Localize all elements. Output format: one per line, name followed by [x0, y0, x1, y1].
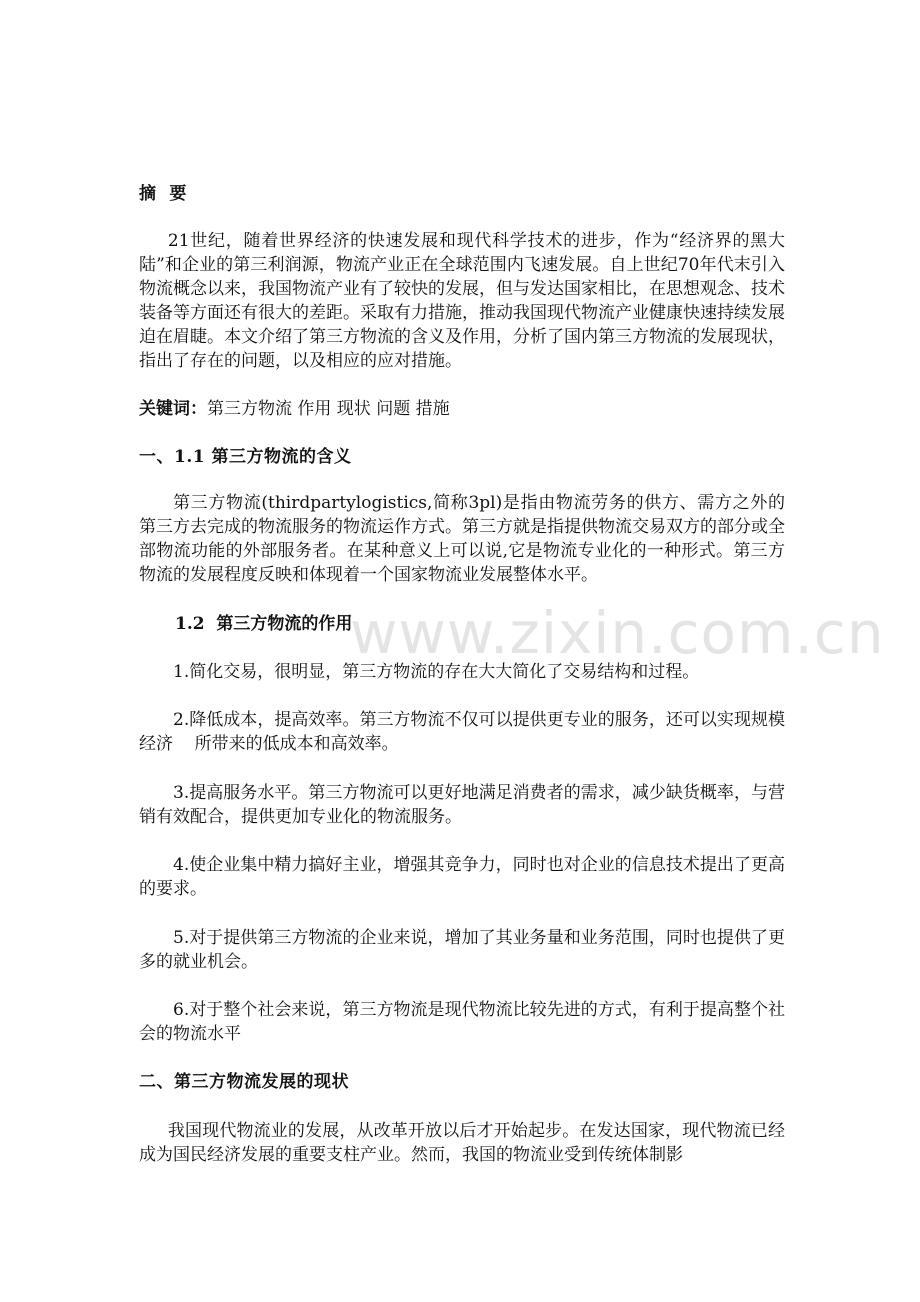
function-item-block [139, 853, 785, 901]
section1-heading: 一、1.1 第三方物流的含义 [139, 447, 352, 467]
section2-paragraph-block [139, 1119, 785, 1167]
keywords-label: 关键词： [139, 399, 207, 419]
section2-heading: 二、第三方物流发展的现状 [139, 1072, 349, 1092]
section2-text: 我国现代物流业的发展，从改革开放以后才开始起步。在发达国家，现代物流已经成为国民经济发展的重要支柱产业。然而，我国的物流业受到传统体制影 [139, 1121, 785, 1165]
function-item: 1.简化交易，很明显，第三方物流的存在大大简化了交易结构和过程。 [173, 662, 700, 682]
abstract-title: 摘 要 [139, 184, 187, 204]
function-item-block [139, 781, 785, 829]
function-item-block [139, 998, 785, 1046]
keywords-block [139, 397, 785, 421]
keywords-value: 第三方物流 作用 现状 问题 措施 [207, 399, 450, 419]
function-item: 3.提高服务水平。第三方物流可以更好地满足消费者的需求，减少缺货概率，与营销有效配合，提供更加专业化的物流服务。 [139, 783, 785, 827]
abstract-text: 21世纪，随着世界经济的快速发展和现代科学技术的进步，作为“经济界的黑大陆”和企业的第三利润源，物流产业正在全球范围内飞速发展。自上世纪70年代末引入物流概念以来，我国物流产业有了较快的发展，但与发达国家相比，在思想观念、技术装备等方面还有很大的差距。采取有力措施，推动我国现代物流产业健康快速持续发展迫在眉睫。本文介绍了第三方物流的含义及作用，分析了国内第三方物流的发展现状，指出了存在的问题，以及相应的应对措施。 [139, 231, 785, 371]
section1-definition-text: 第三方物流(thirdpartylogistics,简称3pl)是指由物流劳务的供方、需方之外的第三方去完成的物流服务的物流运作方式。第三方就是指提供物流交易双方的部分或全部物流功能的外部服务者。在某种意义上可以说,它是物流专业化的一种形式。第三方物流的发展程度反映和体现着一个国家物流业发展整体水平。 [139, 493, 785, 585]
function-item-block [139, 708, 785, 756]
function-item: 4.使企业集中精力搞好主业，增强其竞争力，同时也对企业的信息技术提出了更高的要求。 [139, 855, 785, 899]
function-item-block [139, 926, 785, 974]
function-item: 5.对于提供第三方物流的企业来说，增加了其业务量和业务范围，同时也提供了更多的就业机会。 [139, 928, 785, 972]
section1-heading-block [139, 445, 785, 469]
abstract-block [139, 229, 785, 373]
keywords-line [139, 397, 785, 421]
section2-heading-block [139, 1070, 785, 1094]
function-item: 2.降低成本，提高效率。第三方物流不仅可以提供更专业的服务，还可以实现规模经济 所带来的低成本和高效率。 [139, 710, 785, 754]
abstract-title-block [139, 182, 785, 206]
section1-sub-heading: 1.2 第三方物流的作用 [175, 614, 353, 634]
watermark: www.zixin.com.cn [350, 599, 885, 667]
function-item: 6.对于整个社会来说，第三方物流是现代物流比较先进的方式，有利于提高整个社会的物流水平 [139, 1000, 785, 1044]
section1-definition-block [139, 491, 785, 587]
